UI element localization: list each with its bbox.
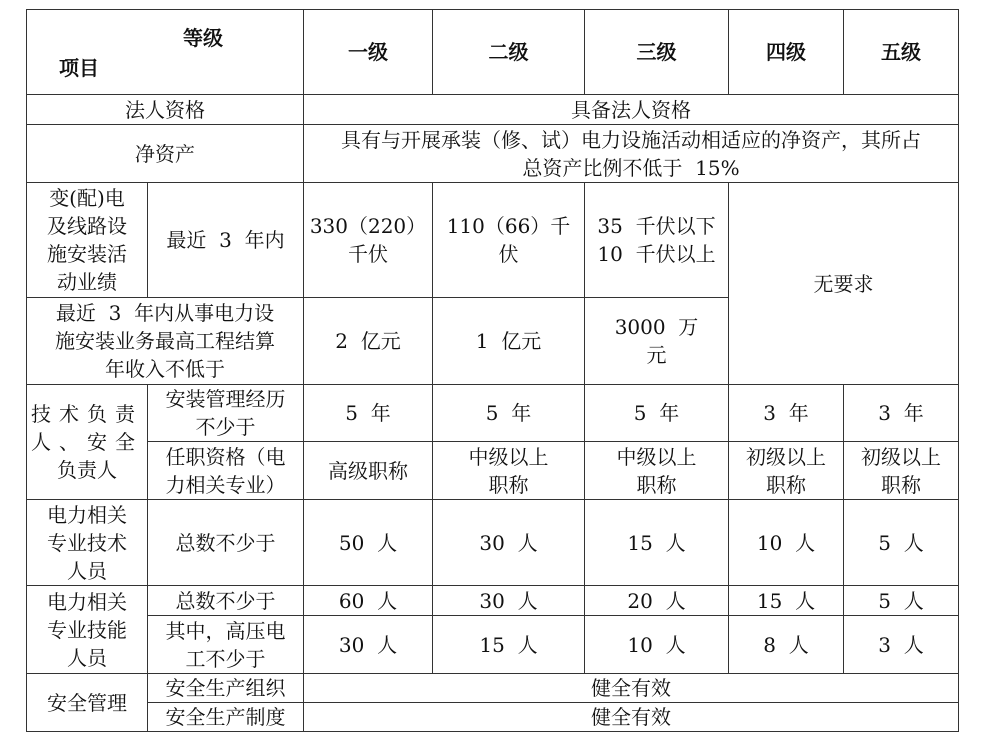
qualification-line: 职称	[766, 472, 806, 497]
performance-level-3	[585, 183, 729, 298]
tech-staff-value: 15 人	[585, 500, 729, 586]
safety-org-value: 健全有效	[304, 674, 959, 703]
revenue-level-3-line: 3000 万	[614, 315, 699, 339]
safety-system-label: 安全生产制度	[148, 703, 304, 732]
performance-level-3-line: 10 千伏以上	[597, 242, 716, 266]
revenue-label	[27, 298, 304, 385]
skill-staff-total-value: 15 人	[729, 586, 844, 616]
net-assets-label: 净资产	[27, 125, 304, 183]
header-level-3: 三级	[585, 10, 729, 95]
qualification-label	[148, 442, 304, 500]
skill-staff-total-row	[27, 586, 959, 616]
performance-label-line: 及线路设	[47, 214, 127, 238]
qualification-level-5	[844, 442, 959, 500]
net-assets-line-1: 具有与开展承装（修、试）电力设施活动相适应的净资产，其所占	[341, 127, 921, 152]
no-requirement-cell: 无要求	[729, 183, 959, 385]
revenue-level-2: 1 亿元	[433, 298, 585, 385]
experience-value: 5 年	[585, 385, 729, 442]
performance-level-2: 110（66）千伏	[433, 183, 585, 298]
tech-staff-label-line: 专业技术	[47, 530, 127, 555]
experience-label-line: 安装管理经历	[165, 387, 286, 411]
legal-label: 法人资格	[27, 95, 304, 125]
experience-value: 5 年	[433, 385, 585, 442]
revenue-level-3-line: 元	[646, 343, 667, 367]
net-assets-value	[304, 125, 959, 183]
performance-level-1-line: 千伏	[348, 242, 388, 266]
revenue-level-3	[585, 298, 729, 385]
experience-row	[27, 385, 959, 442]
revenue-label-line: 最近 3 年内从事电力设	[55, 301, 275, 325]
header-level-5: 五级	[844, 10, 959, 95]
tech-staff-value: 10 人	[729, 500, 844, 586]
safety-label: 安全管理	[27, 674, 148, 732]
performance-level-1	[304, 183, 433, 298]
qualification-label-line: 任职资格（电	[165, 444, 286, 469]
skill-staff-total-value: 20 人	[585, 586, 729, 616]
skill-staff-hv-label-line: 其中，高压电	[165, 618, 286, 643]
skill-staff-hv-value: 8 人	[729, 616, 844, 674]
experience-label	[148, 385, 304, 442]
tech-staff-value: 30 人	[433, 500, 585, 586]
tech-staff-label	[27, 500, 148, 586]
tech-staff-row	[27, 500, 959, 586]
skill-staff-hv-value: 10 人	[585, 616, 729, 674]
experience-label-line: 不少于	[195, 415, 256, 439]
qualification-level-4	[729, 442, 844, 500]
qualification-label-line: 力相关专业）	[165, 472, 286, 497]
performance-label-line: 施安装活	[47, 242, 127, 266]
legal-value: 具备法人资格	[304, 95, 959, 125]
performance-level-3-line: 35 千伏以下	[597, 214, 716, 238]
skill-staff-hv-label-line: 工不少于	[185, 646, 266, 671]
performance-sub-label: 最近 3 年内	[148, 183, 304, 298]
qualification-level-3	[585, 442, 729, 500]
experience-value: 3 年	[844, 385, 959, 442]
header-level-2: 二级	[433, 10, 585, 95]
legal-row	[27, 95, 959, 125]
qualification-row	[27, 442, 959, 500]
qualification-line: 中级以上	[616, 444, 697, 469]
skill-staff-hv-value: 3 人	[844, 616, 959, 674]
performance-label	[27, 183, 148, 298]
responsible-label-line: 技术负责	[31, 402, 143, 426]
performance-label-line: 动业绩	[57, 270, 117, 294]
tech-staff-value: 50 人	[304, 500, 433, 586]
qualification-line: 职称	[636, 472, 677, 497]
qualification-level-1: 高级职称	[304, 442, 433, 500]
experience-value: 3 年	[729, 385, 844, 442]
tech-staff-label-line: 电力相关	[47, 502, 127, 527]
revenue-label-line: 施安装业务最高工程结算	[55, 329, 275, 353]
tech-staff-value: 5 人	[844, 500, 959, 586]
responsible-label-line: 负责人	[57, 458, 117, 482]
header-level-1: 一级	[304, 10, 433, 95]
skill-staff-total-value: 60 人	[304, 586, 433, 616]
skill-staff-label-line: 专业技能	[47, 617, 127, 642]
skill-staff-total-value: 30 人	[433, 586, 585, 616]
net-assets-line-2: 总资产比例不低于 15%	[522, 155, 740, 180]
safety-system-row	[27, 703, 959, 732]
skill-staff-total-label: 总数不少于	[148, 586, 304, 616]
performance-level-1-line: 330（220）	[309, 214, 427, 238]
safety-system-value: 健全有效	[304, 703, 959, 732]
header-item-label: 项目	[59, 56, 99, 80]
qualification-line: 中级以上	[468, 444, 549, 469]
qualification-line: 职称	[488, 472, 529, 497]
performance-label-line: 变(配)电	[49, 186, 125, 210]
header-grade-label: 等级	[183, 26, 223, 50]
safety-org-label: 安全生产组织	[148, 674, 304, 703]
skill-staff-hv-label	[148, 616, 304, 674]
responsible-label	[27, 385, 148, 500]
skill-staff-hv-row	[27, 616, 959, 674]
qualification-line: 初级以上	[746, 444, 826, 469]
tech-staff-sub-label: 总数不少于	[148, 500, 304, 586]
performance-row	[27, 183, 959, 298]
net-assets-row	[27, 125, 959, 183]
header-corner-cell	[27, 10, 304, 95]
revenue-level-1: 2 亿元	[304, 298, 433, 385]
tech-staff-label-line: 人员	[67, 558, 107, 583]
revenue-label-line: 年收入不低于	[105, 357, 225, 381]
skill-staff-total-value: 5 人	[844, 586, 959, 616]
qualification-level-2	[433, 442, 585, 500]
skill-staff-label-line: 电力相关	[47, 589, 127, 614]
qualification-table	[26, 9, 959, 732]
header-level-4: 四级	[729, 10, 844, 95]
safety-org-row	[27, 674, 959, 703]
header-row	[27, 10, 959, 95]
skill-staff-hv-value: 15 人	[433, 616, 585, 674]
qualification-line: 职称	[881, 472, 921, 497]
qualification-line: 初级以上	[861, 444, 941, 469]
responsible-label-line: 人、安全	[31, 430, 143, 454]
skill-staff-label	[27, 586, 148, 674]
experience-value: 5 年	[304, 385, 433, 442]
skill-staff-label-line: 人员	[67, 645, 107, 670]
skill-staff-hv-value: 30 人	[304, 616, 433, 674]
